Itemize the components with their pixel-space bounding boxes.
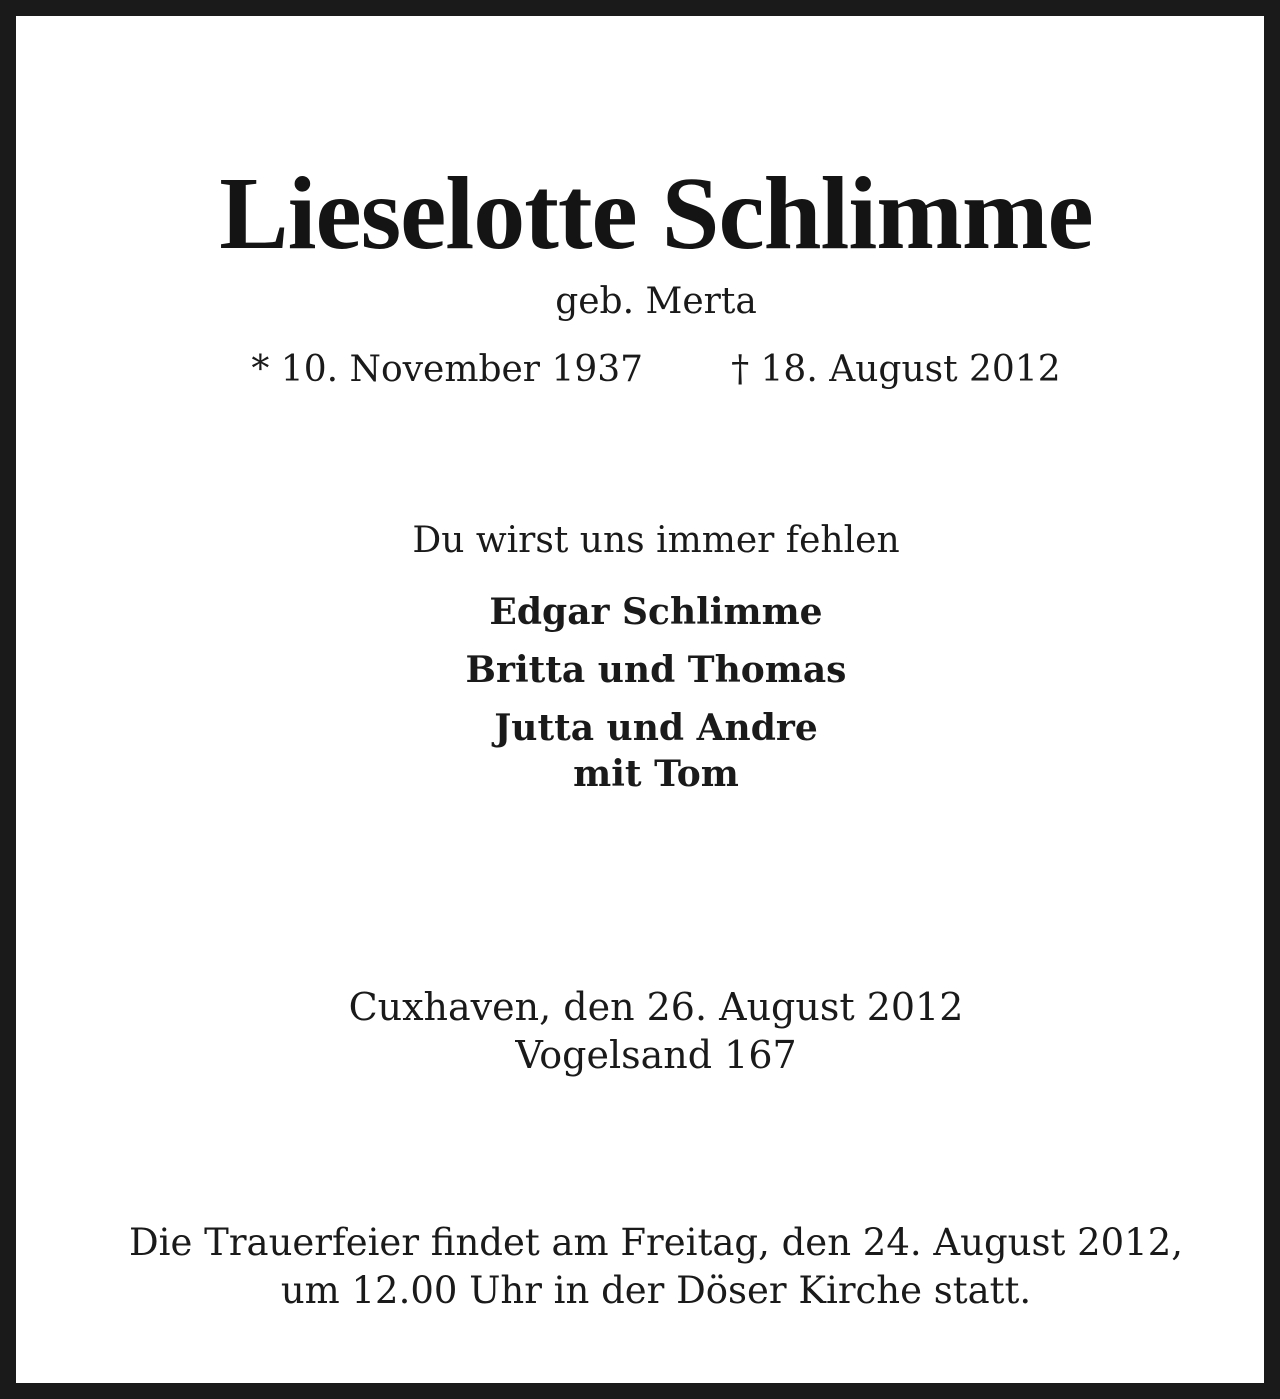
maiden-name: geb. Merta xyxy=(555,281,757,322)
birth-date: * 10. November 1937 xyxy=(251,349,644,390)
address: Vogelsand 167 xyxy=(515,1033,797,1077)
death-date: † 18. August 2012 xyxy=(731,349,1061,390)
mourner-name: Jutta und Andre xyxy=(494,707,818,749)
place-and-date: Cuxhaven, den 26. August 2012 xyxy=(348,985,964,1029)
mourner-name: mit Tom xyxy=(573,753,739,795)
mourner-name: Edgar Schlimme xyxy=(489,591,823,633)
funeral-service-line: um 12.00 Uhr in der Döser Kirche statt. xyxy=(280,1269,1032,1312)
mourner-name: Britta und Thomas xyxy=(465,649,847,691)
deceased-name: Lieselotte Schlimme xyxy=(219,156,1093,271)
life-dates xyxy=(32,348,1280,392)
farewell-line: Du wirst uns immer fehlen xyxy=(412,520,900,561)
funeral-service-line: Die Trauerfeier findet am Freitag, den 24. August 2012, xyxy=(129,1221,1183,1264)
